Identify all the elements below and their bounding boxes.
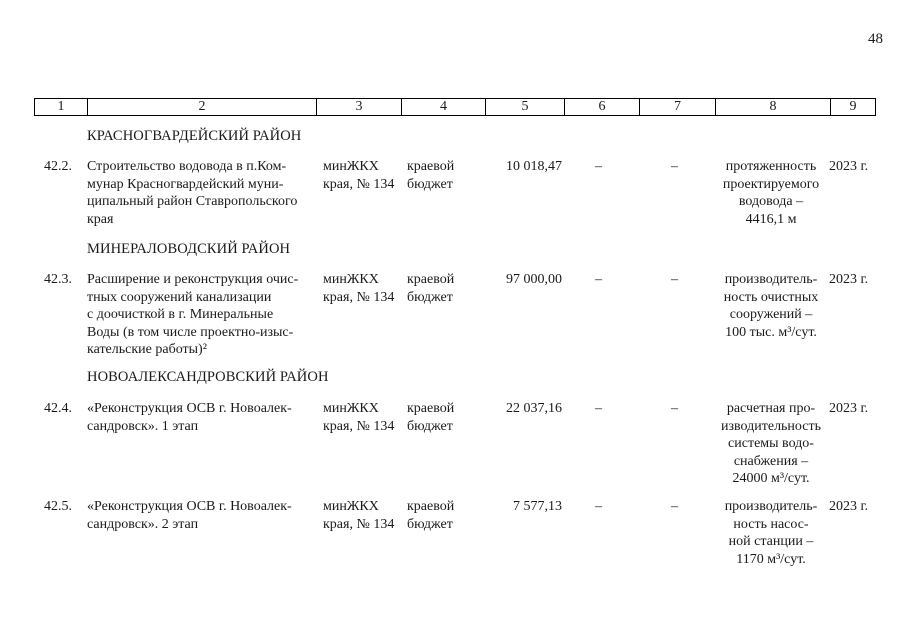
project-name <box>87 158 318 228</box>
column-header-row <box>34 98 876 116</box>
column-header-3: 3 <box>317 99 402 116</box>
project-name-line: «Реконструкция ОСВ г. Новоалек- <box>87 499 292 514</box>
indicator-line: водовода – <box>738 194 804 209</box>
responsible-org <box>323 400 394 435</box>
project-name-line: сандровск». 1 этап <box>87 418 199 434</box>
funding-source <box>407 400 454 435</box>
project-name-line: мунар Красногвардейский муни- <box>87 176 284 192</box>
project-name-line: сандровск». 2 этап <box>87 516 199 532</box>
section-title: МИНЕРАЛОВОДСКИЙ РАЙОН <box>87 241 291 257</box>
indicator-line: 4416,1 м <box>745 211 797 227</box>
project-name <box>87 271 318 359</box>
column-header-1: 1 <box>35 99 88 116</box>
project-name-line: края <box>87 211 114 227</box>
indicator <box>706 400 836 488</box>
project-name-line: Воды (в том числе проектно-изыс- <box>87 324 294 340</box>
indicator-line: 1170 м³/сут. <box>736 551 806 567</box>
row-number: 42.3. <box>44 272 72 287</box>
funding-source-line: бюджет <box>407 516 453 532</box>
column-6-value: – <box>595 499 602 514</box>
funding-source <box>407 158 454 193</box>
responsible-org-line: края, № 134 <box>323 516 395 532</box>
project-name <box>87 498 318 533</box>
funding-amount: 22 037,16 <box>506 401 562 416</box>
indicator-line: ной станции – <box>728 534 814 549</box>
indicator-line: изводительность <box>720 418 821 434</box>
completion-year: 2023 г. <box>829 272 869 287</box>
indicator-line: проектируемого <box>722 176 820 192</box>
funding-source-line: краевой <box>407 499 455 514</box>
indicator-line: ность очистных <box>723 289 819 305</box>
project-name-line: Расширение и реконструкция очис- <box>87 272 299 287</box>
funding-amount: 7 577,13 <box>513 499 562 514</box>
indicator-line: снабжения – <box>733 453 809 469</box>
indicator <box>706 498 836 568</box>
column-header-7: 7 <box>640 99 716 116</box>
column-header-9: 9 <box>831 99 876 116</box>
responsible-org-line: края, № 134 <box>323 289 395 305</box>
funding-source-line: краевой <box>407 272 455 287</box>
completion-year: 2023 г. <box>829 159 869 174</box>
column-header-5: 5 <box>486 99 565 116</box>
responsible-org <box>323 271 394 306</box>
funding-source-line: краевой <box>407 401 455 416</box>
column-6-value: – <box>595 272 602 287</box>
funding-source <box>407 271 454 306</box>
section-title: НОВОАЛЕКСАНДРОВСКИЙ РАЙОН <box>87 369 329 385</box>
column-6-value: – <box>595 401 602 416</box>
row-number: 42.4. <box>44 401 72 416</box>
indicator-line: расчетная про- <box>726 401 816 416</box>
row-number: 42.2. <box>44 159 72 174</box>
responsible-org-line: минЖКХ <box>323 401 379 416</box>
funding-source-line: бюджет <box>407 418 453 434</box>
column-7-value: – <box>671 159 678 174</box>
project-name-line: тных сооружений канализации <box>87 289 272 305</box>
project-name-line: Строительство водовода в п.Ком- <box>87 159 287 174</box>
indicator-line: сооружений – <box>729 307 813 322</box>
responsible-org-line: края, № 134 <box>323 418 395 434</box>
indicator <box>706 271 836 341</box>
project-name-line: ципальный район Ставропольского <box>87 194 298 209</box>
row-number: 42.5. <box>44 499 72 514</box>
project-name-line: кательские работы)² <box>87 342 207 357</box>
column-header-4: 4 <box>402 99 486 116</box>
indicator-line: 100 тыс. м³/сут. <box>725 324 817 340</box>
responsible-org-line: края, № 134 <box>323 176 395 192</box>
project-name-line: с доочисткой в г. Минеральные <box>87 307 274 322</box>
column-header-6: 6 <box>565 99 640 116</box>
section-title: КРАСНОГВАРДЕЙСКИЙ РАЙОН <box>87 128 302 144</box>
funding-source-line: краевой <box>407 159 455 174</box>
page-number: 48 <box>868 31 883 47</box>
completion-year: 2023 г. <box>829 499 869 514</box>
column-6-value: – <box>595 159 602 174</box>
indicator-line: производитель- <box>724 272 818 287</box>
column-header-2: 2 <box>88 99 317 116</box>
funding-source-line: бюджет <box>407 176 453 192</box>
column-7-value: – <box>671 499 678 514</box>
responsible-org <box>323 498 394 533</box>
funding-source-line: бюджет <box>407 289 453 305</box>
project-name-line: «Реконструкция ОСВ г. Новоалек- <box>87 401 292 416</box>
funding-amount: 97 000,00 <box>506 272 562 287</box>
responsible-org-line: минЖКХ <box>323 499 379 514</box>
column-header-8: 8 <box>716 99 831 116</box>
indicator-line: производитель- <box>724 499 818 514</box>
completion-year: 2023 г. <box>829 401 869 416</box>
project-name <box>87 400 318 435</box>
indicator-line: системы водо- <box>728 436 814 451</box>
responsible-org-line: минЖКХ <box>323 159 379 174</box>
funding-amount: 10 018,47 <box>506 159 562 174</box>
indicator-line: ность насос- <box>733 516 809 532</box>
indicator-line: протяженность <box>725 159 817 174</box>
indicator-line: 24000 м³/сут. <box>732 471 810 486</box>
responsible-org <box>323 158 394 193</box>
funding-source <box>407 498 454 533</box>
indicator <box>706 158 836 228</box>
column-7-value: – <box>671 272 678 287</box>
column-7-value: – <box>671 401 678 416</box>
responsible-org-line: минЖКХ <box>323 272 379 287</box>
